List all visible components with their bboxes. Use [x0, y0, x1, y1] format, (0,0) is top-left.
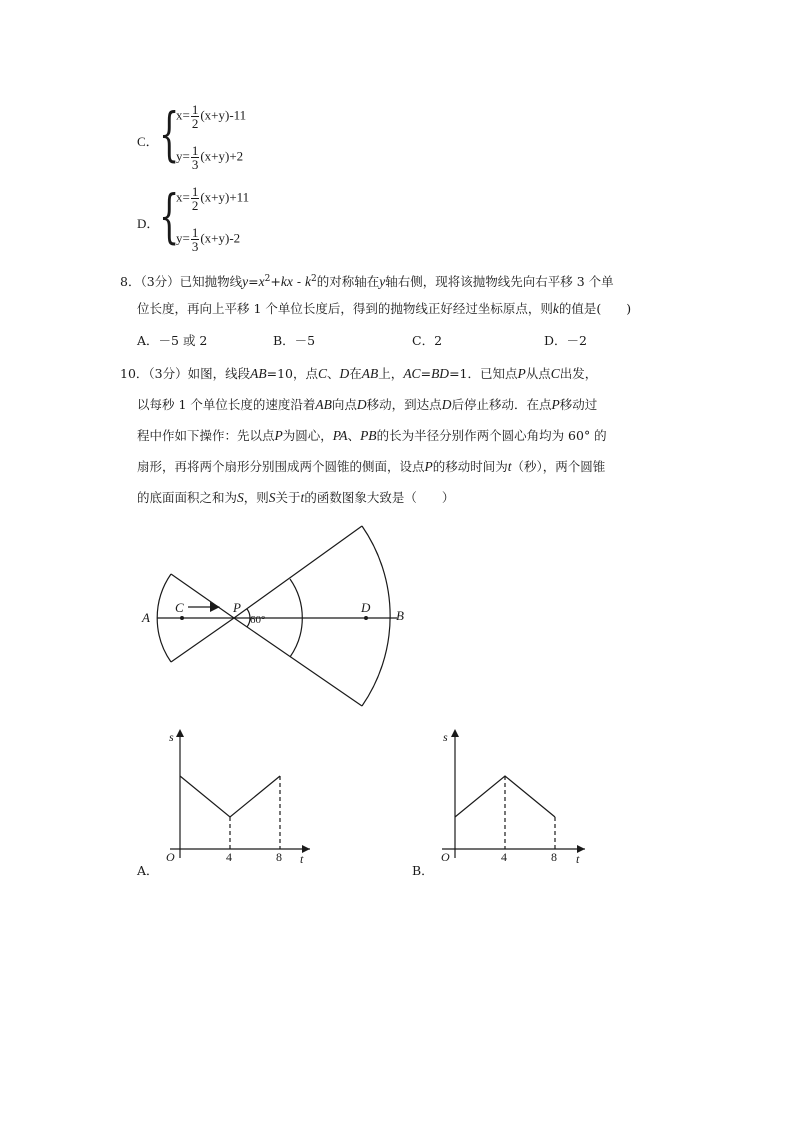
- label-a: A: [142, 610, 150, 625]
- brace: {: [159, 100, 180, 168]
- equation-2: y= $\frac{1}{3}$ (x+y)-2: [176, 225, 241, 254]
- fraction: $\frac{1}{3}$: [191, 225, 199, 254]
- graph-b-y-arrow: [451, 729, 459, 737]
- graph-b-curve: [455, 776, 555, 817]
- q10-line-2: 以每秒 1 个单位长度的速度沿着AB向点D移动，到达点D后停止移动．在点P移动过: [137, 397, 598, 412]
- graph-a-tick-8: 8: [276, 850, 282, 864]
- label-p: P: [233, 600, 241, 615]
- small-sector-edge-bottom: [171, 618, 234, 662]
- graph-b-xlabel: t: [576, 852, 580, 866]
- q8-line-1: 8．（3分）已知抛物线$y=x^2+kx - k^2$的对称轴在y轴右侧，现将该抛物线先向右平移 3 个单: [120, 274, 614, 290]
- q8-option-a: A．－5 或 2: [137, 333, 208, 348]
- graph-b-option-label: B．: [412, 863, 434, 878]
- equation-2: y= $\frac{1}{3}$ (x+y)+2: [176, 143, 244, 172]
- label-b: B: [396, 608, 404, 623]
- fraction: $\frac{1}{2}$: [191, 102, 199, 131]
- graph-a-tick-4: 4: [226, 850, 232, 864]
- graph-b-tick-8: 8: [551, 850, 557, 864]
- option-label: D．: [137, 216, 160, 231]
- point-d: [364, 616, 368, 620]
- point-c: [180, 616, 184, 620]
- q8-line-2: 位长度，再向上平移 1 个单位长度后，得到的抛物线正好经过坐标原点，则k的值是( ): [137, 301, 632, 316]
- big-sector-edge-bottom: [234, 618, 362, 706]
- big-sector-edge-top: [234, 526, 362, 618]
- equation-1: x= $\frac{1}{2}$ (x+y)-11: [176, 102, 247, 131]
- q10-line-5: 的底面面积之和为S，则S关于t的函数图象大致是（ ）: [137, 490, 455, 505]
- equation-1: x= $\frac{1}{2}$ (x+y)+11: [176, 184, 250, 213]
- graph-a: [170, 733, 310, 858]
- graph-b-tick-4: 4: [501, 850, 507, 864]
- graph-a-curve: [180, 776, 280, 817]
- q10-line-3: 程中作如下操作：先以点P为圆心，PA、PB的长为半径分别作两个圆心角均为 60° 的: [137, 428, 607, 443]
- label-d: D: [361, 600, 371, 615]
- big-sector-arc: [362, 526, 390, 706]
- fraction: $\frac{1}{2}$: [191, 184, 199, 213]
- q8-option-b: B．－5: [273, 333, 316, 348]
- option-label: C．: [137, 134, 159, 149]
- q8-option-c: C．2: [412, 333, 443, 348]
- graph-a-option-label: A．: [137, 863, 159, 878]
- graph-a-origin: O: [166, 850, 175, 864]
- label-angle: 60°: [250, 614, 266, 626]
- brace: {: [159, 182, 180, 250]
- graph-b-origin: O: [441, 850, 450, 864]
- q8-option-d: D．－2: [544, 333, 587, 348]
- q10-line-1: 10．（3分）如图，线段AB=10，点C、D在AB上，AC=BD=1．已知点P从点C出发，: [120, 366, 598, 381]
- graph-b-ylabel: s: [443, 730, 448, 744]
- q10-line-4: 扇形，再将两个扇形分别围成两个圆锥的侧面，设点P的移动时间为t（秒），两个圆锥: [137, 459, 606, 474]
- label-c: C: [175, 600, 184, 615]
- fraction: $\frac{1}{3}$: [191, 143, 199, 172]
- graph-b: [442, 733, 585, 858]
- graph-a-xlabel: t: [300, 852, 304, 866]
- graph-a-ylabel: s: [169, 730, 174, 744]
- graph-a-y-arrow: [176, 729, 184, 737]
- arrow-head: [210, 602, 220, 612]
